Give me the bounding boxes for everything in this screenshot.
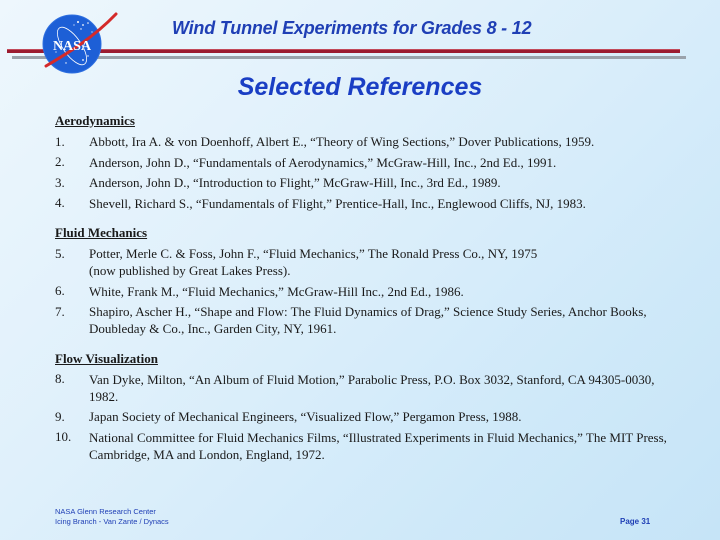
reference-text-line1: Potter, Merle C. & Foss, John F., “Fluid Mechanics,” The Ronald Press Co., NY, 1975 <box>89 246 538 262</box>
section-heading: Flow Visualization <box>55 350 158 366</box>
page-number: Page 31 <box>620 517 651 526</box>
reference-number: 8. <box>55 371 65 386</box>
reference-number: 9. <box>55 408 65 424</box>
reference-number: 10. <box>55 429 72 444</box>
reference-text: Shapiro, Ascher H., “Shape and Flow: The Fluid Dynamics of Drag,” Science Study Series, Anchor Books, Doubleday & Co., Inc., Garden City, NY, 1961. <box>89 304 647 337</box>
reference-item <box>55 152 685 173</box>
reference-number: 1. <box>55 133 65 149</box>
reference-text: Anderson, John D., “Introduction to Flight,” McGraw-Hill, Inc., 3rd Ed., 1989. <box>89 175 501 191</box>
section-fluid-mechanics <box>55 223 685 339</box>
reference-text: White, Frank M., “Fluid Mechanics,” McGraw-Hill Inc., 2nd Ed., 1986. <box>89 283 464 299</box>
page-title: Selected References <box>237 73 483 101</box>
section-heading: Aerodynamics <box>55 113 135 128</box>
reference-number: 6. <box>55 283 65 298</box>
section-flow-visualization <box>55 349 685 465</box>
reference-item <box>55 193 685 214</box>
section-aerodynamics <box>55 111 685 214</box>
reference-text: Shevell, Richard S., “Fundamentals of Flight,” Prentice-Hall, Inc., Englewood Cliffs, NJ, 1983. <box>89 195 586 211</box>
nasa-logo <box>38 8 118 76</box>
reference-text: Abbott, Ira A. & von Doenhoff, Albert E., “Theory of Wing Sections,” Dover Publications, 1959. <box>89 134 595 150</box>
reference-text <box>89 244 685 282</box>
reference-item <box>55 407 685 428</box>
reference-text-line2: (now published by Great Lakes Press). <box>89 263 291 279</box>
header-title: Wind Tunnel Experiments for Grades 8 - 12 <box>172 18 532 38</box>
reference-item <box>55 369 685 407</box>
footer-branch: Icing Branch - Van Zante / Dynacs <box>55 516 169 526</box>
nasa-meatball-icon <box>38 8 118 76</box>
reference-text: Anderson, John D., “Fundamentals of Aerodynamics,” McGraw-Hill, Inc., 2nd Ed., 1991. <box>89 154 557 170</box>
reference-text: Japan Society of Mechanical Engineers, “Visualized Flow,” Pergamon Press, 1988. <box>89 409 522 425</box>
reference-item <box>55 427 685 465</box>
footer-org: NASA Glenn Research Center <box>55 507 156 516</box>
reference-text: National Committee for Fluid Mechanics Films, “Illustrated Experiments in Fluid Mechanics,” The MIT Press, Cambridge, MA and London, England, 1972. <box>89 429 667 462</box>
footer-credits <box>55 507 169 526</box>
svg-text:NASA: NASA <box>52 39 92 54</box>
reference-number: 2. <box>55 154 65 169</box>
reference-number: 4. <box>55 195 65 210</box>
reference-item <box>55 173 685 194</box>
reference-text: Van Dyke, Milton, “An Album of Fluid Motion,” Parabolic Press, P.O. Box 3032, Stanford, CA 94305-0030, 1982. <box>89 371 655 404</box>
reference-number: 7. <box>55 303 65 319</box>
reference-number: 5. <box>55 245 65 261</box>
reference-number: 3. <box>55 174 65 190</box>
references-content <box>55 111 685 474</box>
reference-item <box>55 281 685 302</box>
reference-item <box>55 302 685 340</box>
section-heading: Fluid Mechanics <box>55 225 148 240</box>
reference-item <box>55 132 685 153</box>
reference-item <box>55 244 685 282</box>
